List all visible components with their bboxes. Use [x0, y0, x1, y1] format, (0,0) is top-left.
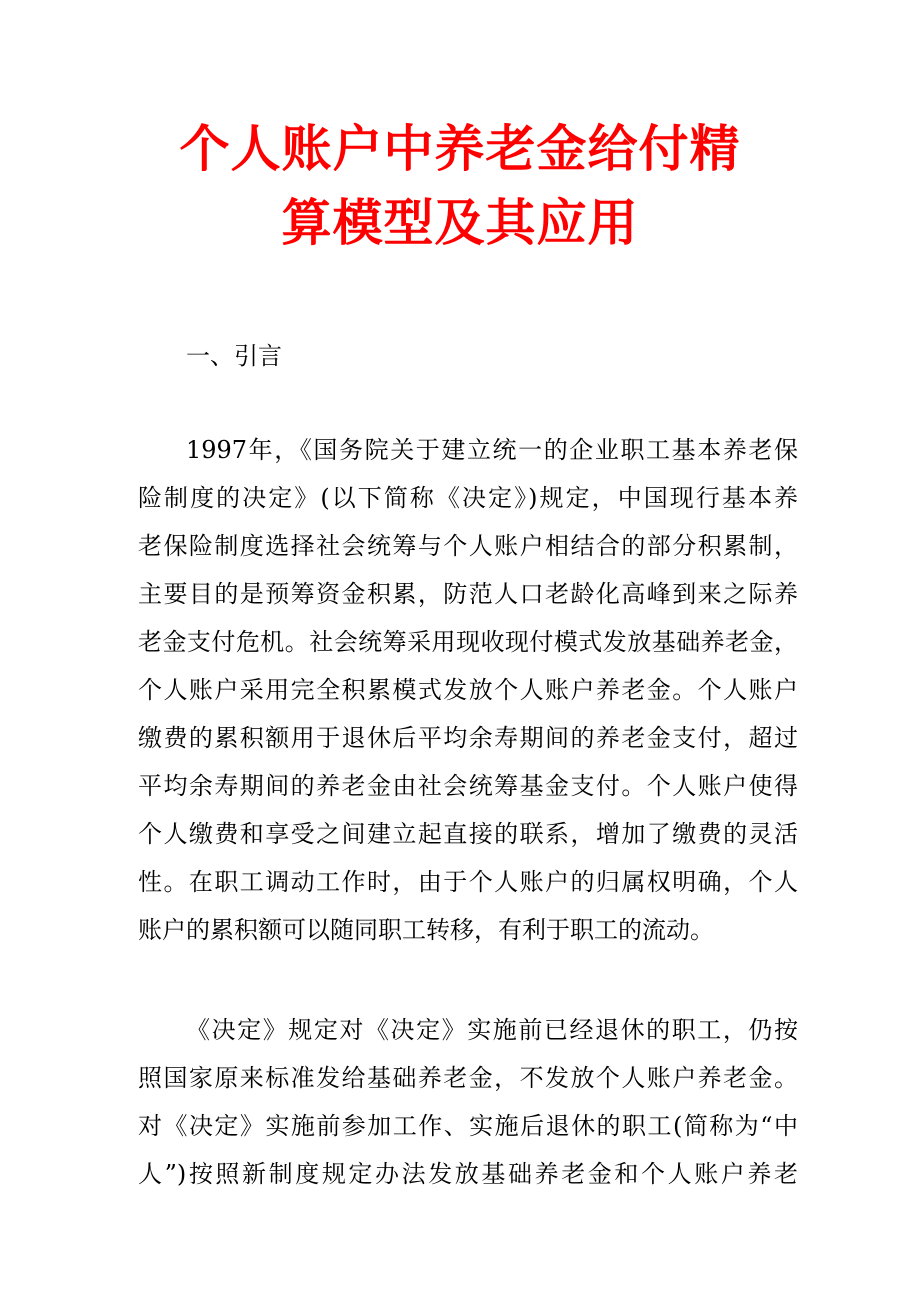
paragraph-line: 平均余寿期间的养老金由社会统筹基金支付。个人账户使得 — [138, 772, 798, 800]
paragraph-1 — [138, 426, 798, 954]
section-heading: 一、引言 — [186, 342, 282, 370]
paragraph-line: 险制度的决定》(以下简称《决定》)规定，中国现行基本养 — [138, 484, 798, 512]
paragraph-line: 人”)按照新制度规定办法发放基础养老金和个人账户养老 — [138, 1160, 798, 1188]
paragraph-line: 性。在职工调动工作时，由于个人账户的归属权明确，个人 — [138, 868, 798, 896]
paragraph-line: 对《决定》实施前参加工作、实施后退休的职工(简称为“中 — [138, 1112, 798, 1140]
paragraph-line: 账户的累积额可以随同职工转移，有利于职工的流动。 — [138, 916, 714, 944]
paragraph-line: 个人账户采用完全积累模式发放个人账户养老金。个人账户 — [138, 676, 798, 704]
paragraph-line: 缴费的累积额用于退休后平均余寿期间的养老金支付，超过 — [138, 724, 798, 752]
title-line-2: 算模型及其应用 — [281, 194, 639, 252]
paragraph-line: 《决定》规定对《决定》实施前已经退休的职工，仍按 — [186, 1016, 798, 1044]
title-line-1: 个人账户中养老金给付精 — [179, 120, 741, 178]
paragraph-line: 照国家原来标准发给基础养老金，不发放个人账户养老金。 — [138, 1064, 798, 1092]
paragraph-line: 个人缴费和享受之间建立起直接的联系，增加了缴费的灵活 — [138, 820, 798, 848]
paragraph-line: 老金支付危机。社会统筹采用现收现付模式发放基础养老金， — [138, 628, 798, 656]
paragraph-line: 1997年，《国务院关于建立统一的企业职工基本养老保 — [186, 436, 798, 464]
document-title — [100, 112, 820, 260]
paragraph-line: 老保险制度选择社会统筹与个人账户相结合的部分积累制， — [138, 532, 798, 560]
paragraph-2 — [138, 1006, 798, 1198]
paragraph-line: 主要目的是预筹资金积累，防范人口老龄化高峰到来之际养 — [138, 580, 798, 608]
